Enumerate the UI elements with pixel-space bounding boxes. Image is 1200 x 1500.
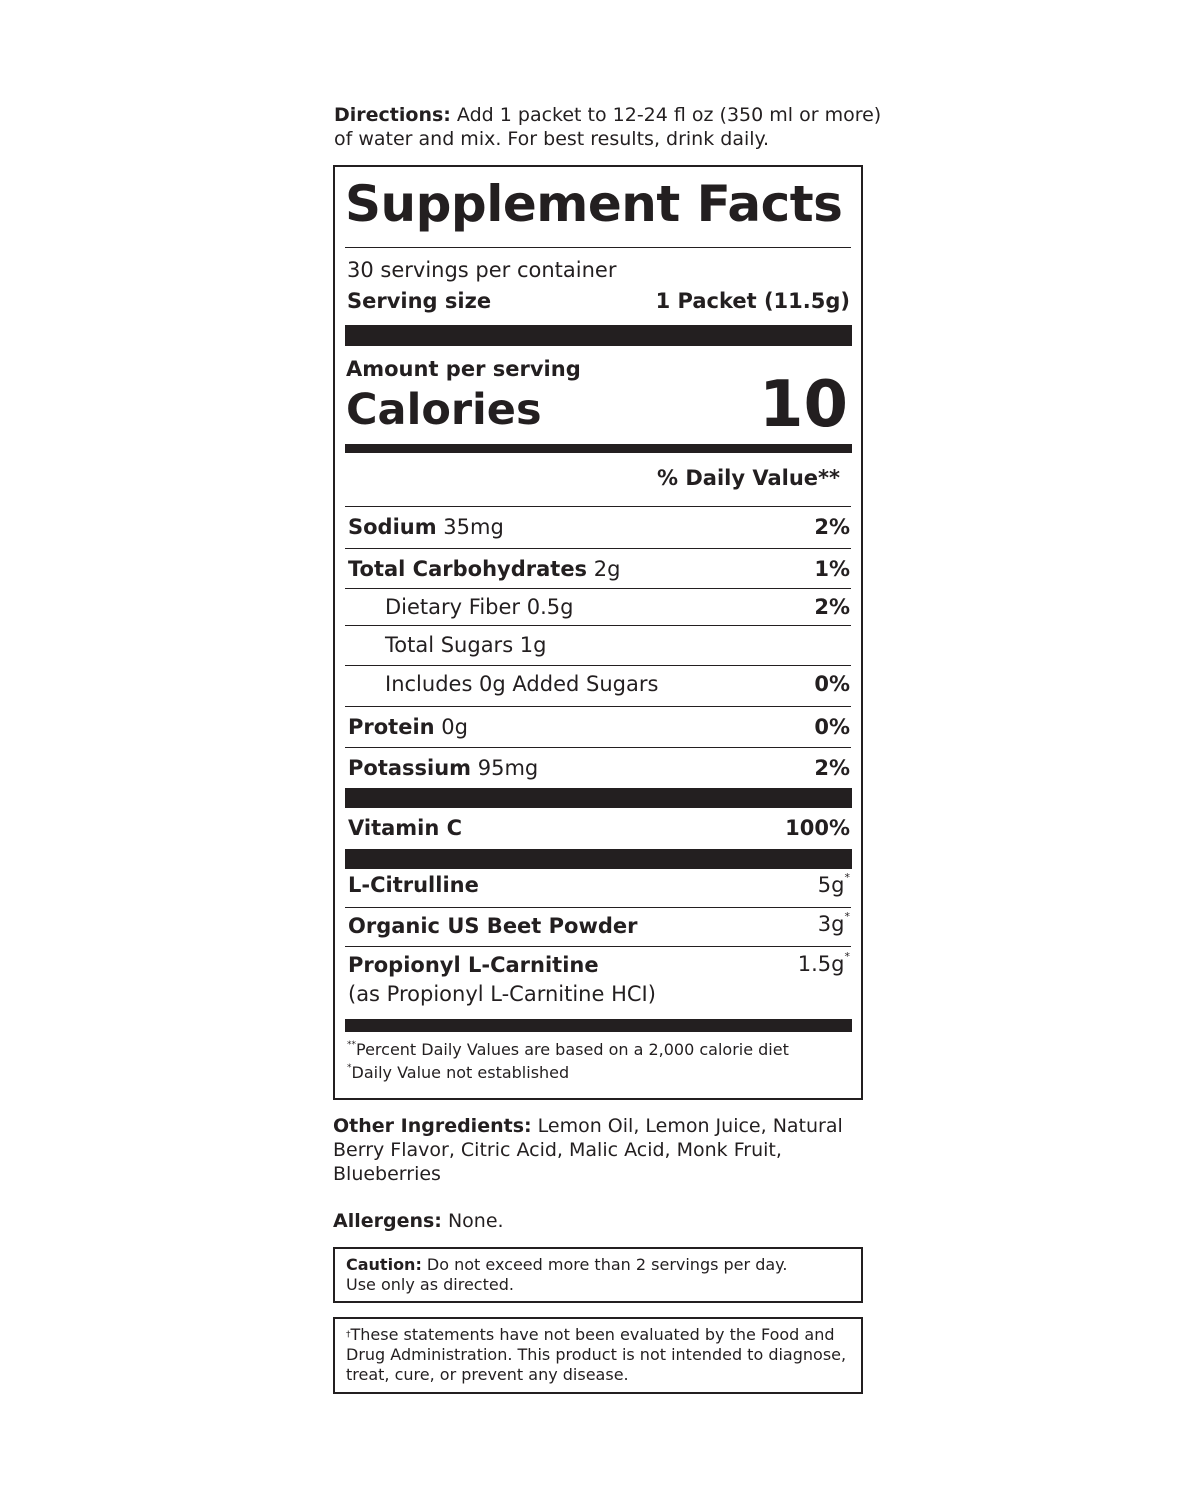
- amount-text: 5g: [817, 873, 845, 897]
- divider: [345, 747, 851, 748]
- other-ingredients: [333, 1114, 863, 1186]
- nutrient-amount: 35mg: [436, 515, 504, 539]
- nutrient-dv: 1%: [814, 557, 850, 581]
- supplement-facts-title: Supplement Facts: [345, 175, 843, 233]
- amount-per-serving: Amount per serving: [346, 357, 581, 381]
- active-row-beet-powder: Organic US Beet Powder: [348, 914, 638, 938]
- active-amount: [818, 873, 850, 897]
- vitamin-c-dv: 100%: [785, 816, 850, 840]
- fda-disclaimer-box: [333, 1317, 863, 1394]
- nutrient-dv: 2%: [814, 515, 850, 539]
- nutrient-row-total-sugars: Total Sugars 1g: [385, 633, 547, 657]
- footnote-mark: *: [844, 871, 850, 884]
- active-detail: (as Propionyl L-Carnitine HCI): [348, 982, 656, 1006]
- footnote-mark: *: [844, 950, 850, 963]
- vitamin-c-label: Vitamin C: [348, 816, 463, 840]
- active-row-propionyl-l-carnitine: Propionyl L-Carnitine: [348, 953, 599, 977]
- nutrient-row-dietary-fiber: Dietary Fiber 0.5g: [385, 595, 574, 619]
- allergens: [333, 1210, 504, 1232]
- nutrient-amount: 95mg: [471, 756, 539, 780]
- footnote-not-established: [347, 1063, 569, 1082]
- nutrient-dv: 2%: [814, 756, 850, 780]
- divider: [345, 625, 851, 626]
- directions-label: Directions:: [334, 104, 451, 126]
- nutrient-row-carbohydrates: [348, 557, 620, 581]
- caution-line-2: Use only as directed.: [346, 1275, 514, 1294]
- footnote-mark: **: [347, 1040, 356, 1050]
- nutrient-row-potassium: [348, 756, 538, 780]
- amount-text: 3g: [817, 912, 845, 936]
- nutrient-name: Sodium: [348, 515, 437, 539]
- directions-body: Add 1 packet to 12-24 fl oz (350 ml or more) of water and mix. For best results, drink daily.: [334, 104, 882, 150]
- serving-size-label: Serving size: [347, 289, 492, 313]
- divider: [345, 665, 851, 666]
- thick-divider: [345, 1019, 852, 1032]
- amount-text: 1.5g: [797, 952, 845, 976]
- calories-value: 10: [758, 368, 848, 442]
- directions-text: [334, 103, 894, 151]
- footnote-mark: *: [347, 1063, 352, 1073]
- allergens-label: Allergens:: [333, 1210, 442, 1232]
- footnote-mark: *: [844, 910, 850, 923]
- caution-label: Caution:: [346, 1255, 422, 1274]
- divider: [345, 247, 851, 248]
- active-amount: [798, 952, 850, 976]
- servings-per-container: 30 servings per container: [347, 258, 617, 282]
- nutrient-dv: 0%: [814, 715, 850, 739]
- thick-divider: [345, 849, 852, 869]
- active-amount: [818, 912, 850, 936]
- footnote-text: Daily Value not established: [351, 1063, 570, 1082]
- other-ingredients-list: Lemon Oil, Lemon Juice, Natural Berry Flavor, Citric Acid, Malic Acid, Monk Fruit, Blueberries: [333, 1115, 843, 1185]
- nutrient-dv: 0%: [814, 672, 850, 696]
- nutrient-name: Total Carbohydrates: [348, 557, 588, 581]
- caution-line-1: [346, 1255, 851, 1275]
- medium-divider: [345, 444, 852, 453]
- nutrient-amount: 0g: [434, 715, 468, 739]
- nutrient-amount: 2g: [587, 557, 621, 581]
- allergens-value: None.: [441, 1210, 504, 1232]
- divider: [345, 706, 851, 707]
- calories-label: Calories: [346, 385, 542, 435]
- nutrient-name: Protein: [348, 715, 435, 739]
- active-row-l-citrulline: L-Citrulline: [348, 873, 479, 897]
- footnote-text: Percent Daily Values are based on a 2,000 calorie diet: [356, 1040, 789, 1059]
- nutrient-dv: 2%: [814, 595, 850, 619]
- thick-divider: [345, 325, 852, 346]
- nutrient-row-sodium: [348, 515, 504, 539]
- divider: [345, 907, 851, 908]
- caution-box: [333, 1247, 863, 1303]
- nutrient-row-added-sugars: Includes 0g Added Sugars: [385, 672, 659, 696]
- dagger-mark: †: [346, 1330, 351, 1340]
- other-ingredients-label: Other Ingredients:: [333, 1115, 532, 1137]
- divider: [345, 588, 851, 589]
- footnote-daily-values: [347, 1040, 789, 1059]
- fda-disclaimer-text: These statements have not been evaluated by the Food and Drug Administration. This product is not intended to diagnose, treat, cure, or prevent any disease.: [346, 1325, 847, 1384]
- caution-text: Do not exceed more than 2 servings per day.: [421, 1255, 788, 1274]
- nutrient-row-protein: [348, 715, 468, 739]
- divider: [345, 946, 851, 947]
- nutrient-name: Potassium: [348, 756, 472, 780]
- divider: [345, 506, 851, 507]
- serving-size-value: 1 Packet (11.5g): [655, 289, 850, 313]
- divider: [345, 548, 851, 549]
- daily-value-header: % Daily Value**: [657, 466, 840, 490]
- thick-divider: [345, 788, 852, 808]
